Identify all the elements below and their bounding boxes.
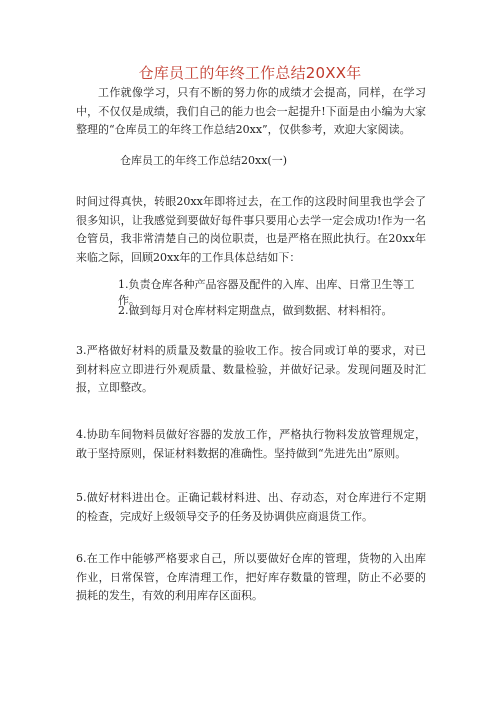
intro-paragraph: 工作就像学习，只有不断的努力你的成绩才会提高，同样，在学习中，不仅仅是成绩，我们自己的能力也会一起提升!下面是由小编为大家整理的“仓库员工的年终工作总结20xx”，仅供参考，欢迎大家阅读。 xyxy=(76,86,426,136)
document-title: 仓库员工的年终工作总结20XX年 xyxy=(138,64,362,82)
list-item-4: 4.协助车间物料员做好容器的发放工作，严格执行物料发放管理规定，敢于坚持原则，保证材料数据的准确性。坚持做到“先进先出”原则。 xyxy=(76,428,426,460)
list-item-1: 1.负责仓库各种产品容器及配件的入库、出库、日常卫生等工作。 xyxy=(118,278,415,307)
opening-paragraph: 时间过得真快，转眼20xx年即将过去，在工作的这段时间里我也学会了很多知识，让我感觉到要做好每件事只要用心去学一定会成功!作为一名仓管员，我非常清楚自己的岗位职责，也是严格在照此执行。在20xx年来临之际，回顾20xx年的工作具体总结如下： xyxy=(76,195,426,264)
list-item-3: 3.严格做好材料的质量及数量的验收工作。按合同或订单的要求，对已到材料应立即进行外观质量、数量检验，并做好记录。发现问题及时汇报，立即整改。 xyxy=(76,344,426,394)
section-subtitle: 仓库员工的年终工作总结20xx(一) xyxy=(120,154,287,167)
list-item-6: 6.在工作中能够严格要求自己，所以要做好仓库的管理，货物的入出库作业，日常保管，仓库清理工作，把好库存数量的管理，防止不必要的损耗的发生，有效的利用库存区面积。 xyxy=(76,552,426,602)
list-item-5: 5.做好材料进出仓。正确记载材料进、出、存动态，对仓库进行不定期的检查，完成好上级领导交予的任务及协调供应商退货工作。 xyxy=(76,491,426,523)
list-item-2: 2.做到每月对仓库材料定期盘点，做到数据、材料相符。 xyxy=(118,304,393,317)
